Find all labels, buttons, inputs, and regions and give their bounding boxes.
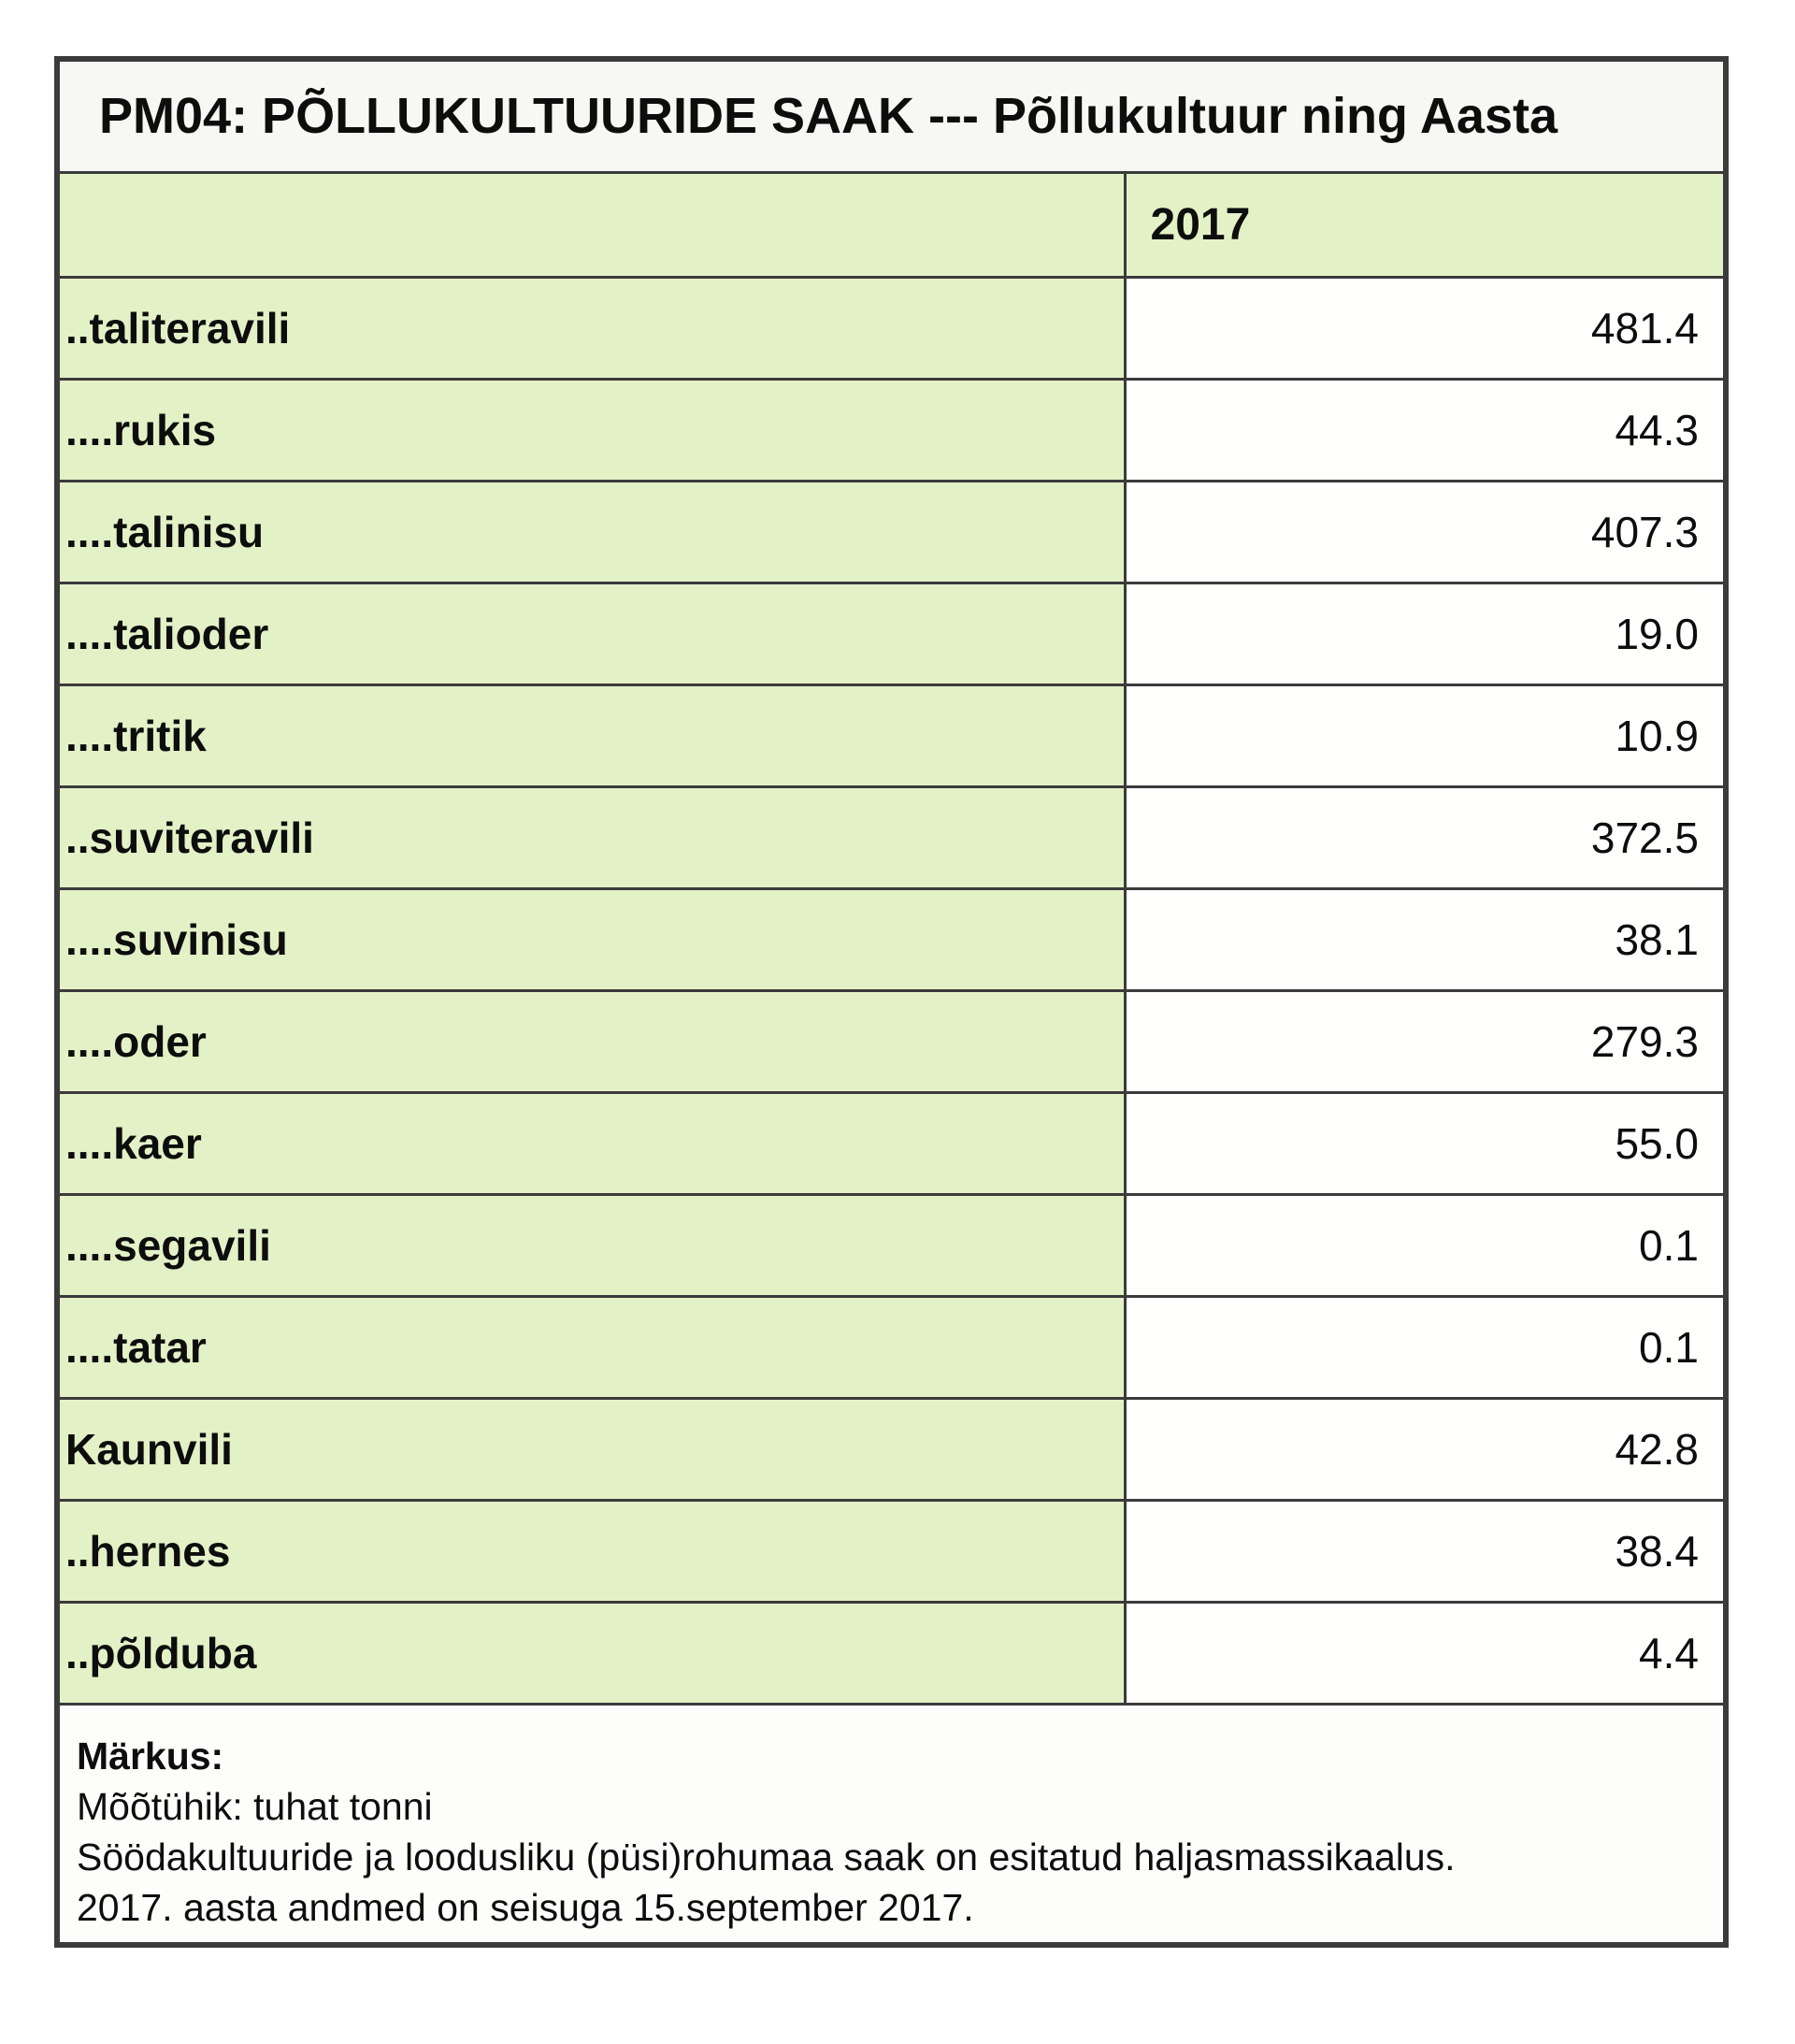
table-title: PM04: PÕLLUKULTUURIDE SAAK --- Põllukultuur ning Aasta <box>57 59 1726 172</box>
footer-row <box>57 1704 1726 1945</box>
table-row <box>57 1500 1726 1602</box>
row-value-cell: 38.4 <box>1125 1500 1726 1602</box>
row-value-cell: 481.4 <box>1125 277 1726 379</box>
row-value-cell: 0.1 <box>1125 1194 1726 1296</box>
table-row <box>57 277 1726 379</box>
footer-line-method: Söödakultuuride ja loodusliku (püsi)rohumaa saak on esitatud haljasmassikaalus. <box>77 1835 1456 1879</box>
row-value-cell: 407.3 <box>1125 481 1726 583</box>
table-row <box>57 1194 1726 1296</box>
table-row <box>57 583 1726 684</box>
row-value-cell: 38.1 <box>1125 888 1726 990</box>
row-label-cell: ..hernes <box>57 1500 1125 1602</box>
title-row <box>57 59 1726 172</box>
row-value-cell: 55.0 <box>1125 1092 1726 1194</box>
row-value-cell: 42.8 <box>1125 1398 1726 1500</box>
year-column-header: 2017 <box>1125 172 1726 277</box>
footer-line-date: 2017. aasta andmed on seisuga 15.september 2017. <box>77 1886 974 1930</box>
row-value-cell: 44.3 <box>1125 379 1726 481</box>
row-label-cell: ..taliteravili <box>57 277 1125 379</box>
table-row <box>57 1602 1726 1704</box>
row-label-cell: ....tatar <box>57 1296 1125 1398</box>
row-value-cell: 0.1 <box>1125 1296 1726 1398</box>
row-value-cell: 372.5 <box>1125 786 1726 888</box>
row-label-cell: ....rukis <box>57 379 1125 481</box>
column-header-row <box>57 172 1726 277</box>
table-row <box>57 888 1726 990</box>
row-label-cell: ....oder <box>57 990 1125 1092</box>
row-label-cell: ....talinisu <box>57 481 1125 583</box>
row-label-cell: ....kaer <box>57 1092 1125 1194</box>
row-label-cell: ....segavili <box>57 1194 1125 1296</box>
empty-header-cell <box>57 172 1125 277</box>
row-label-cell: ..põlduba <box>57 1602 1125 1704</box>
table-row <box>57 379 1726 481</box>
table-row <box>57 481 1726 583</box>
row-label-cell: ....tritik <box>57 684 1125 786</box>
table-row <box>57 990 1726 1092</box>
table-row <box>57 1092 1726 1194</box>
statistics-table <box>54 56 1729 1948</box>
footer-line-unit: Mõõtühik: tuhat tonni <box>77 1785 433 1829</box>
row-value-cell: 279.3 <box>1125 990 1726 1092</box>
row-value-cell: 10.9 <box>1125 684 1726 786</box>
table-row <box>57 786 1726 888</box>
row-label-cell: Kaunvili <box>57 1398 1125 1500</box>
footer-note <box>57 1704 1726 1945</box>
table-row <box>57 1398 1726 1500</box>
row-label-cell: ....suvinisu <box>57 888 1125 990</box>
table-row <box>57 684 1726 786</box>
row-label-cell: ..suviteravili <box>57 786 1125 888</box>
table-row <box>57 1296 1726 1398</box>
row-value-cell: 4.4 <box>1125 1602 1726 1704</box>
row-value-cell: 19.0 <box>1125 583 1726 684</box>
footer-heading: Märkus: <box>77 1735 224 1778</box>
row-label-cell: ....talioder <box>57 583 1125 684</box>
